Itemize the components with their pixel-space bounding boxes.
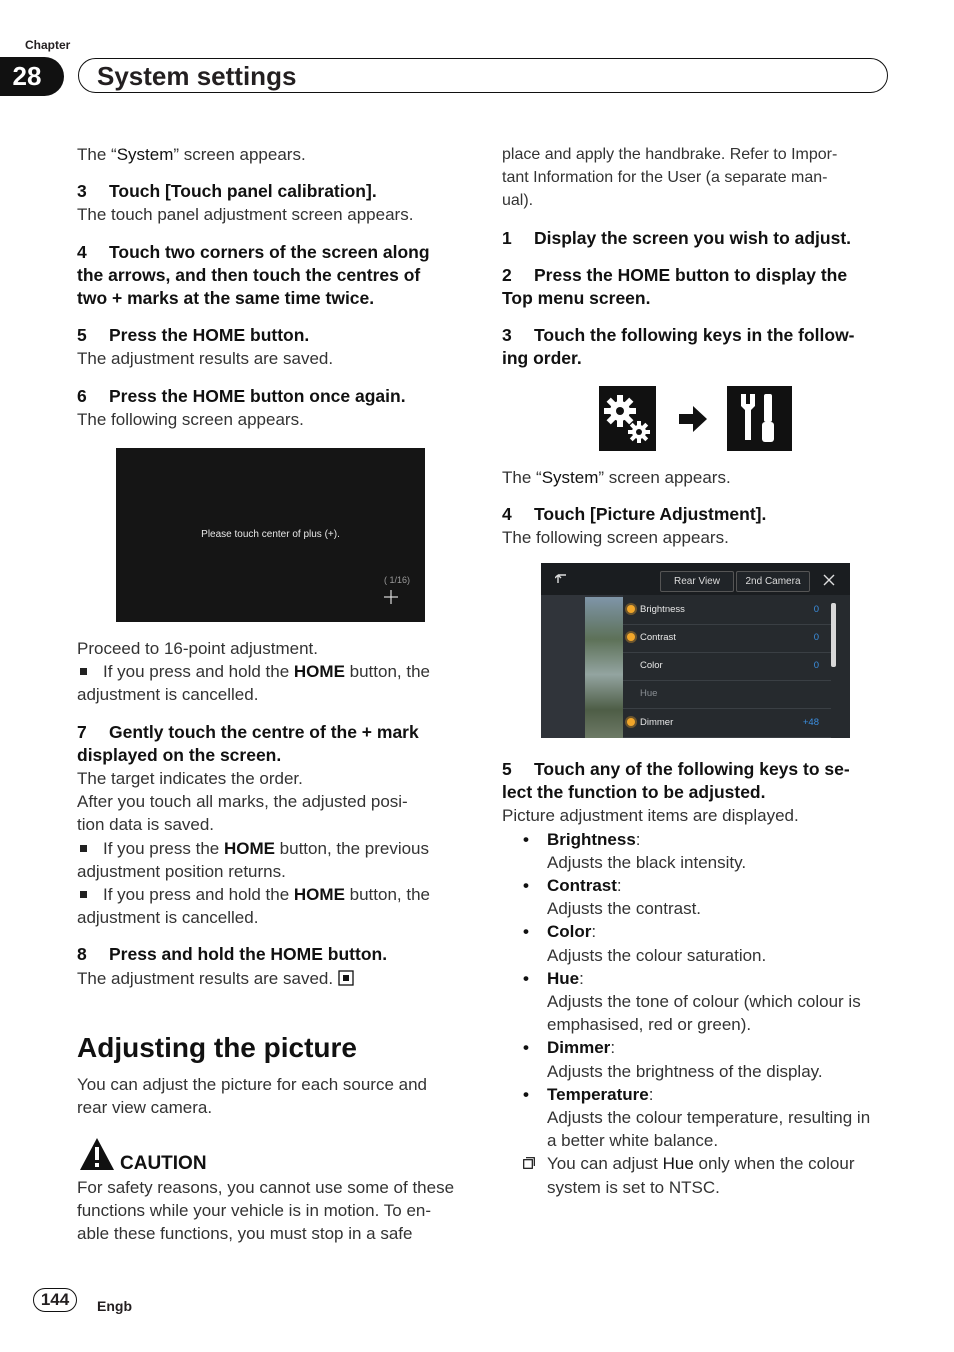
step-5-line: lect the function to be adjusted.: [502, 782, 766, 803]
list-item: • Brightness: Adjusts the black intensity.: [523, 829, 747, 872]
section-intro: [77, 1073, 472, 1119]
gear-icon: [599, 386, 656, 451]
contrast-row[interactable]: Contrast 0: [623, 624, 831, 653]
step-8: 8 Press and hold the HOME button.: [77, 944, 388, 965]
paragraph: For safety reasons, you cannot use some of these: [77, 1178, 455, 1197]
language-code: Engb: [97, 1298, 132, 1314]
step-1: 1 Display the screen you wish to adjust.: [502, 227, 852, 248]
page-number: 144: [33, 1288, 77, 1312]
step-3-line: ing order.: [502, 348, 582, 369]
2nd-camera-button[interactable]: 2nd Camera: [736, 571, 810, 592]
list-item: • Dimmer: Adjusts the brightness of the display.: [523, 1038, 823, 1081]
note-box-icon: [523, 1157, 535, 1169]
step-7-line: displayed on the screen.: [77, 744, 282, 765]
rear-view-button[interactable]: Rear View: [660, 571, 734, 592]
bullet-line: adjustment position returns.: [77, 861, 286, 881]
calibration-screenshot: [116, 448, 425, 622]
caution-title: CAUTION: [120, 1153, 207, 1174]
settings-key: [599, 386, 656, 451]
bullet-item: If you press and hold the HOME button, the: [77, 883, 472, 906]
step-4-line: the arrows, and then touch the centres of: [77, 264, 421, 285]
paragraph: rear view camera.: [77, 1098, 213, 1118]
step-6: 6 Press the HOME button once again.: [77, 385, 406, 406]
step-3: 3 Touch the following keys in the follow-: [502, 325, 855, 346]
step-4: 4 Touch [Picture Adjustment].: [502, 504, 767, 525]
right-column-lower: [502, 758, 902, 1199]
caution-text: [77, 1176, 472, 1246]
end-mark-icon: [338, 970, 354, 986]
right-column: [502, 143, 897, 371]
paragraph: able these functions, you must stop in a safe: [77, 1224, 413, 1244]
close-icon[interactable]: [823, 574, 835, 586]
scrollbar[interactable]: [831, 603, 836, 667]
picture-adjustment-screenshot: [541, 563, 850, 738]
chapter-label: Chapter: [25, 38, 71, 52]
step-5-text: Picture adjustment items are displayed.: [502, 806, 799, 826]
list-item: • Contrast: Adjusts the contrast.: [523, 876, 702, 919]
dimmer-row[interactable]: Dimmer +48: [623, 709, 831, 738]
step-3-text: The touch panel adjustment screen appears.: [77, 205, 414, 225]
paragraph: ual).: [502, 192, 534, 210]
paragraph: The “System” screen appears.: [502, 468, 731, 487]
plus-target-icon: [383, 589, 399, 605]
step-3: 3 Touch [Touch panel calibration].: [77, 181, 377, 202]
right-column-mid: [502, 466, 897, 550]
sun-icon: [627, 718, 635, 726]
step-4-line: two + marks at the same time twice.: [77, 288, 375, 309]
bullet-line: adjustment is cancelled.: [77, 685, 259, 705]
paragraph: You can adjust the picture for each source and: [77, 1075, 427, 1094]
list-item: • Temperature: Adjusts the colour temperature, resulting in a better white balance.: [523, 1084, 871, 1151]
tools-icon: [727, 386, 792, 451]
step-8-text: The adjustment results are saved.: [77, 967, 472, 990]
paragraph: tion data is saved.: [77, 815, 215, 835]
step-2: 2 Press the HOME button to display the: [502, 264, 848, 285]
step-4: 4 Touch two corners of the screen along: [77, 241, 430, 262]
sun-icon: [627, 633, 635, 641]
step-5: 5 Press the HOME button.: [77, 325, 310, 346]
hue-row[interactable]: Hue: [623, 680, 831, 709]
left-column: [77, 143, 472, 431]
paragraph: After you touch all marks, the adjusted posi-: [77, 792, 408, 812]
paragraph: Proceed to 16-point adjustment.: [77, 639, 318, 658]
step-2-line: Top menu screen.: [502, 288, 651, 309]
step-6-text: The following screen appears.: [77, 409, 304, 429]
calibration-message: Please touch center of plus (+).: [201, 529, 340, 540]
color-row[interactable]: Color 0: [623, 652, 831, 681]
note: You can adjust Hue only when the colour system is set to NTSC.: [502, 1152, 902, 1198]
paragraph: The target indicates the order.: [77, 769, 303, 789]
step-4-text: The following screen appears.: [502, 528, 729, 548]
preview-panel: [541, 595, 623, 738]
back-icon: [555, 572, 569, 586]
left-column-lower: [77, 637, 472, 990]
bullet-item: If you press and hold the HOME button, the: [77, 660, 472, 683]
step-7: 7 Gently touch the centre of the + mark: [77, 721, 419, 742]
brightness-row[interactable]: Brightness 0: [623, 596, 831, 625]
paragraph: The “System” screen appears.: [77, 145, 306, 164]
bullet-line: adjustment is cancelled.: [77, 908, 259, 928]
step-5-text: The adjustment results are saved.: [77, 349, 334, 369]
system-key: [727, 386, 792, 451]
paragraph: functions while your vehicle is in motion. To en-: [77, 1201, 432, 1221]
section-heading: Adjusting the picture: [77, 1032, 357, 1063]
paragraph: place and apply the handbrake. Refer to Impor-: [502, 146, 838, 163]
step-5: 5 Touch any of the following keys to se-: [502, 759, 850, 779]
arrow-right-icon: [677, 403, 709, 435]
warning-icon: [79, 1137, 115, 1171]
calibration-counter: ( 1/16): [384, 575, 411, 585]
chapter-number: 28: [0, 57, 64, 96]
chapter-title: System settings: [97, 61, 297, 91]
preview-image: [585, 597, 623, 738]
screen-top-bar: [541, 563, 850, 595]
list-item: • Hue: Adjusts the tone of colour (which colour is emphasised, red or green).: [523, 968, 861, 1035]
picture-items-list: [502, 828, 902, 1153]
list-item: • Color: Adjusts the colour saturation.: [523, 922, 767, 965]
sun-icon: [627, 605, 635, 613]
paragraph: tant Information for the User (a separate man-: [502, 169, 828, 187]
bullet-item: If you press the HOME button, the previous: [77, 837, 472, 860]
